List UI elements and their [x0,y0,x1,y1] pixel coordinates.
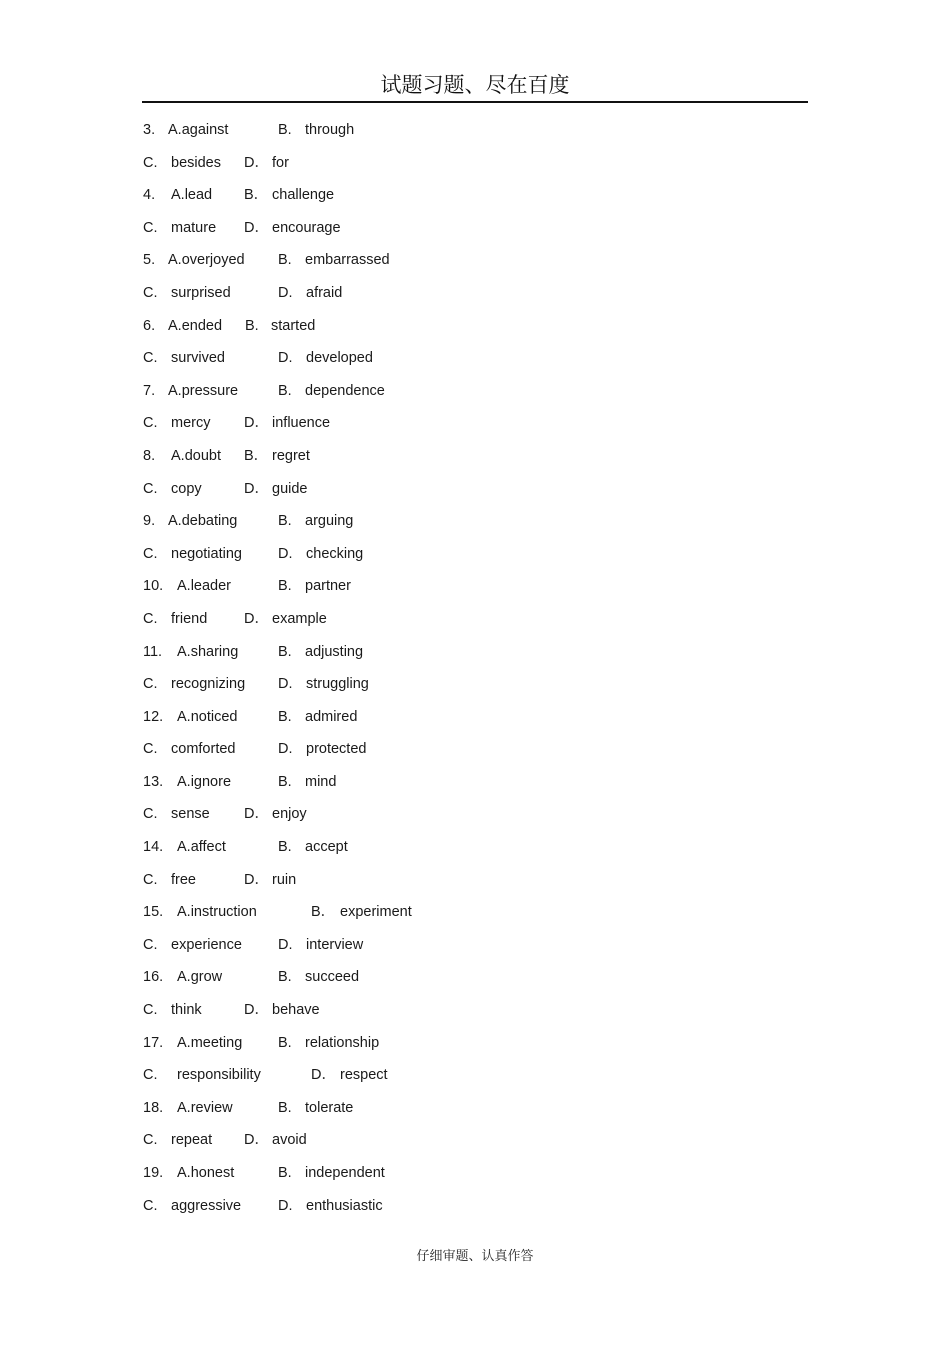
option-text: independent [305,1165,385,1181]
option-text: avoid [272,1132,307,1149]
item-label: C. [143,1197,158,1214]
item-label: D． [311,1067,336,1084]
option-line [143,508,793,541]
item-label: B. [278,382,292,399]
item-label: B. [278,969,292,986]
item-label: 10. [143,578,164,595]
item-label: D． [244,154,269,171]
option-text: respect [340,1067,388,1084]
option-text: dependence [305,382,385,399]
option-line [143,834,793,867]
option-line [143,736,793,769]
option-text: regret [272,447,310,464]
option-line [143,1030,793,1063]
option-text: through [305,122,355,138]
option-text: encourage [272,219,341,236]
option-text: mercy [171,415,211,432]
option-text: admired [305,708,358,725]
option-line [143,964,793,997]
option-text: behave [272,1002,320,1019]
item-label: C. [143,1132,158,1149]
option-line [143,378,793,411]
item-label: 8. [143,447,156,464]
option-text: for [272,154,289,171]
option-text: copy [171,480,202,497]
item-label: 14. [143,839,164,856]
option-text: A.ended [168,317,223,334]
option-text: A.affect [177,839,226,856]
option-text: A.pressure [168,382,239,399]
item-label: B. [278,1099,292,1116]
item-label: 9. [143,513,156,530]
option-text: A.honest [177,1165,235,1181]
option-line [143,867,793,900]
item-label: D. [278,936,293,953]
option-line [143,573,793,606]
item-label: B. [278,839,292,856]
item-label: C. [143,219,158,236]
option-text: mind [305,773,337,790]
item-label: B. [278,1034,292,1051]
option-text: guide [272,480,308,497]
item-label: C. [143,676,158,693]
option-line [143,606,793,639]
option-line [143,639,793,672]
page-footer-text: 仔细审题、认真作答 [416,1249,534,1264]
item-label: C. [143,350,158,367]
option-text: comforted [171,741,236,758]
option-line [143,150,793,183]
option-text: tolerate [305,1099,354,1116]
option-text: afraid [306,284,343,301]
item-label: D. [278,1197,293,1214]
option-text: arguing [305,513,354,530]
item-label: B． [311,904,336,921]
item-label: B. [278,122,292,138]
option-text: survived [171,350,225,367]
option-line [143,1127,793,1160]
item-label: D． [244,415,269,432]
item-label: B． [244,447,269,464]
item-label: 13. [143,773,164,790]
option-line [143,215,793,248]
item-label: C. [143,545,158,562]
item-label: D. [278,545,293,562]
option-line [143,313,793,346]
option-line [143,443,793,476]
item-label: 15. [143,904,164,921]
option-line [143,345,793,378]
option-text: A.lead [171,187,213,204]
option-text: adjusting [305,643,364,660]
option-text: think [171,1002,202,1019]
option-text: interview [306,936,364,953]
item-label: 16. [143,969,164,986]
option-line [143,1062,793,1095]
option-text: friend [171,610,208,627]
item-label: 6. [143,317,156,334]
item-label: D． [244,871,269,888]
option-line [143,769,793,802]
option-text: sense [171,806,210,823]
item-label: D． [244,1002,269,1019]
item-label: D． [244,480,269,497]
option-text: A.review [177,1099,233,1116]
option-text: A.against [168,122,229,138]
option-text: succeed [305,969,360,986]
item-label: D． [244,1132,269,1149]
option-text: challenge [272,187,335,204]
item-label: 3. [143,122,156,138]
item-label: D． [244,610,269,627]
option-line [143,476,793,509]
item-label: 4. [143,187,156,204]
option-text: responsibility [177,1067,261,1084]
item-label: B. [278,513,292,530]
option-text: accept [305,839,348,856]
option-line [143,899,793,932]
item-label: 18. [143,1099,164,1116]
item-label: 11. [143,643,163,660]
option-line [143,1193,793,1226]
item-label: C. [143,610,158,627]
option-text: partner [305,578,351,595]
item-label: B. [278,252,292,269]
item-label: 7. [143,382,156,399]
item-label: B. [245,317,259,334]
option-text: aggressive [171,1197,242,1214]
item-label: D. [278,741,293,758]
item-label: B. [278,643,292,660]
option-text: A.grow [177,969,223,986]
option-line [143,671,793,704]
item-label: C. [143,154,158,171]
item-label: C. [143,480,158,497]
option-text: A.meeting [177,1034,243,1051]
item-label: C. [143,1002,158,1019]
option-text: developed [306,350,373,367]
item-label: C. [143,806,158,823]
item-label: C. [143,936,158,953]
option-text: influence [272,415,331,432]
option-line [143,280,793,313]
option-text: A.debating [168,513,238,530]
option-line [143,410,793,443]
option-text: started [271,317,316,334]
option-line [143,247,793,280]
item-label: D． [244,219,269,236]
option-line [143,541,793,574]
option-text: A.doubt [171,447,221,464]
option-text: ruin [272,871,297,888]
option-text: A.leader [177,578,232,595]
item-label: B. [278,578,292,595]
item-label: B. [278,773,292,790]
option-text: free [171,871,196,888]
item-label: D. [278,676,293,693]
option-text: A.ignore [177,773,232,790]
option-text: relationship [305,1034,380,1051]
item-label: C. [143,415,158,432]
option-text: experiment [340,904,412,921]
option-text: protected [306,741,367,758]
option-text: surprised [171,284,231,301]
option-text: struggling [306,676,369,693]
item-label: C. [143,871,158,888]
item-label: D. [278,284,293,301]
question-list [143,117,793,1225]
item-label: 17. [143,1034,164,1051]
option-line [143,801,793,834]
option-text: A.overjoyed [168,252,245,269]
option-text: repeat [171,1132,213,1149]
item-label: C. [143,741,158,758]
option-line [143,1160,793,1193]
item-label: 12. [143,708,164,725]
option-text: enjoy [272,806,307,823]
page-header-title: 试题习题、尽在百度 [380,73,570,97]
option-text: A.instruction [177,904,257,921]
header-divider [142,101,808,103]
option-line [143,932,793,965]
option-text: example [272,610,327,627]
item-label: C. [143,1067,158,1084]
option-line [143,997,793,1030]
option-text: A.sharing [177,643,239,660]
item-label: B. [278,1165,292,1181]
item-label: 5. [143,252,156,269]
item-label: D. [278,350,293,367]
option-line [143,704,793,737]
option-text: embarrassed [305,252,390,269]
item-label: B． [244,187,269,204]
option-text: experience [171,936,242,953]
option-text: besides [171,154,221,171]
option-line [143,1095,793,1128]
option-text: negotiating [171,545,242,562]
option-text: mature [171,219,217,236]
item-label: 19. [143,1165,164,1181]
option-text: A.noticed [177,708,238,725]
item-label: B. [278,708,292,725]
option-line [143,117,793,150]
option-text: enthusiastic [306,1197,383,1214]
option-text: checking [306,545,364,562]
item-label: D． [244,806,269,823]
option-line [143,182,793,215]
option-text: recognizing [171,676,246,693]
item-label: C. [143,284,158,301]
